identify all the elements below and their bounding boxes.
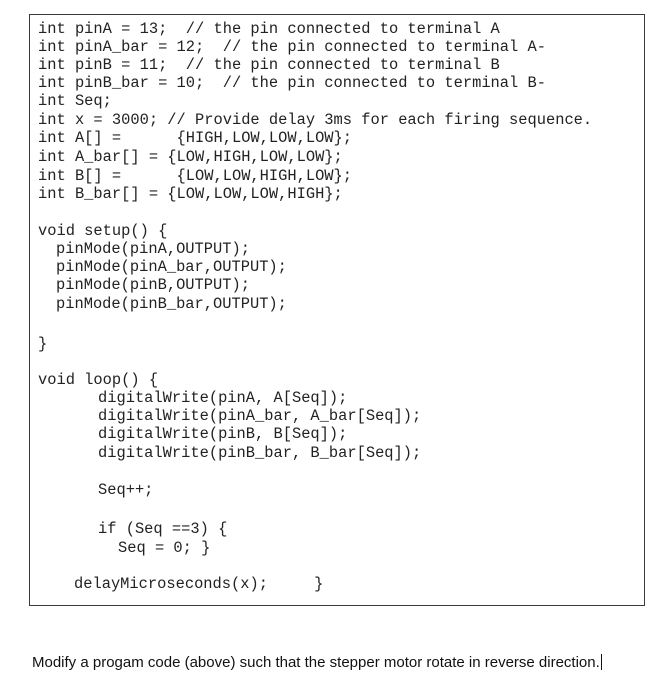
code-line: digitalWrite(pinA, A[Seq]); [98,389,348,407]
code-line: int pinB = 11; // the pin connected to terminal B [38,56,500,74]
code-line: int x = 3000; // Provide delay 3ms for each firing sequence. [38,111,593,129]
code-line: Seq++; [98,481,154,499]
code-line: int B_bar[] = {LOW,LOW,LOW,HIGH}; [38,185,343,203]
code-line: int pinA_bar = 12; // the pin connected to terminal A- [38,38,546,56]
code-line: pinMode(pinA,OUTPUT); [56,240,250,258]
question-label: Modify a progam code (above) such that the stepper motor rotate in reverse direction. [32,654,600,671]
question-text[interactable] [32,654,602,671]
text-cursor [601,654,602,670]
code-block [29,14,645,606]
code-line: digitalWrite(pinA_bar, A_bar[Seq]); [98,407,422,425]
code-line: int pinB_bar = 10; // the pin connected to terminal B- [38,74,546,92]
code-line: Seq = 0; } [118,539,211,557]
code-line: digitalWrite(pinB_bar, B_bar[Seq]); [98,444,422,462]
code-line: int Seq; [38,92,112,110]
code-line: void loop() { [38,371,159,389]
code-line: delayMicroseconds(x); } [74,575,324,593]
code-line: int A[] = {HIGH,LOW,LOW,LOW}; [38,129,353,147]
code-line: pinMode(pinB_bar,OUTPUT); [56,295,287,313]
code-line: } [38,335,48,353]
code-line: int A_bar[] = {LOW,HIGH,LOW,LOW}; [38,148,343,166]
code-line: int B[] = {LOW,LOW,HIGH,LOW}; [38,167,353,185]
code-line: int pinA = 13; // the pin connected to terminal A [38,20,500,38]
code-line: digitalWrite(pinB, B[Seq]); [98,425,348,443]
code-line: pinMode(pinA_bar,OUTPUT); [56,258,287,276]
code-line: void setup() { [38,222,168,240]
code-line: pinMode(pinB,OUTPUT); [56,276,250,294]
code-line: if (Seq ==3) { [98,520,228,538]
